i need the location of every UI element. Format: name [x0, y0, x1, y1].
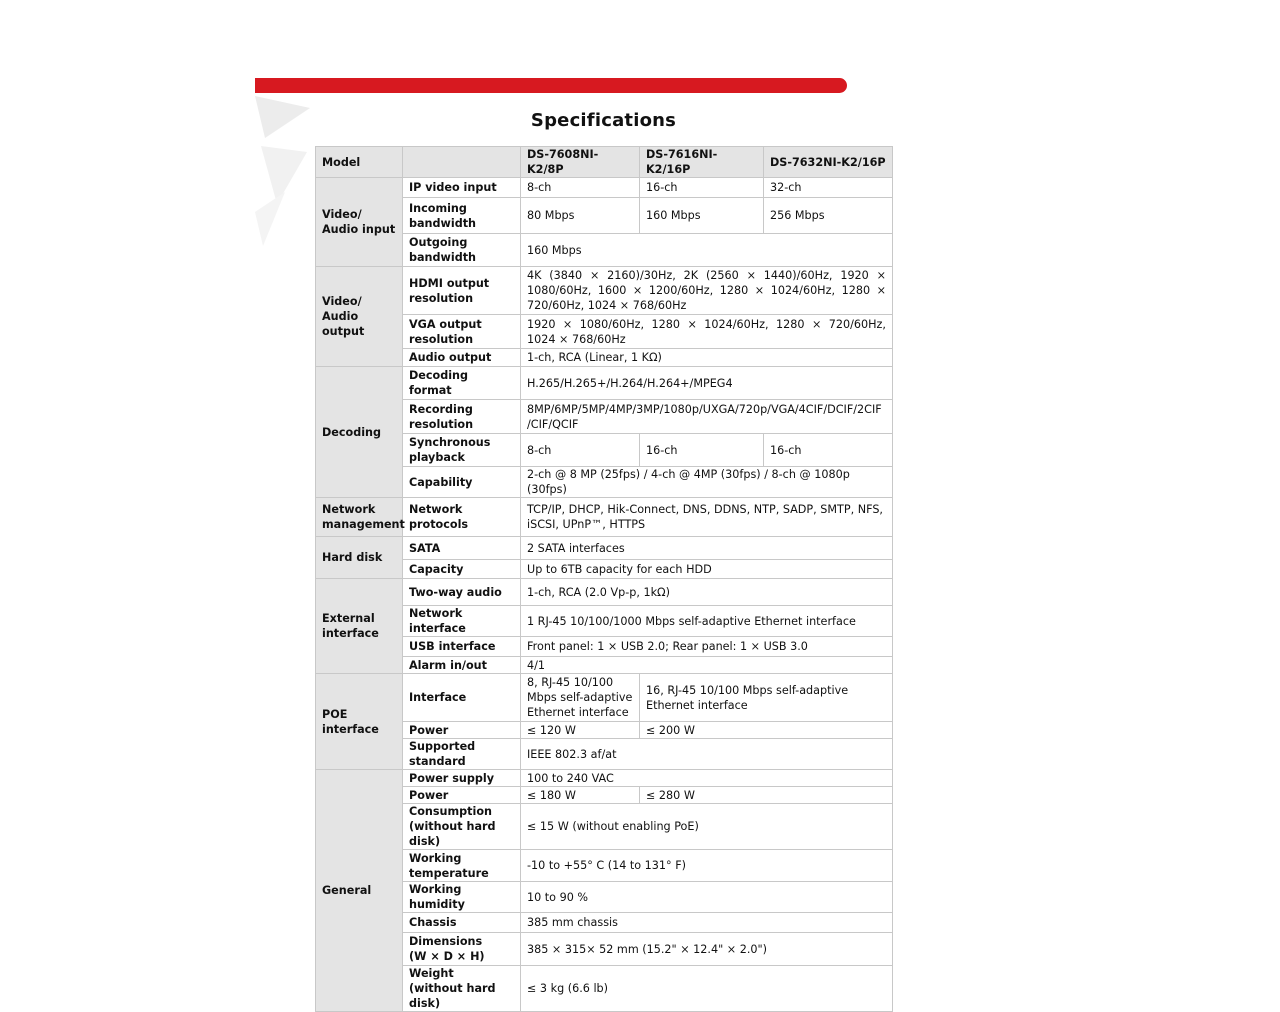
row-label: Power supply [403, 770, 521, 787]
table-row [316, 722, 893, 739]
cell-value: ≤ 200 W [640, 722, 893, 739]
cell-value: 8, RJ-45 10/100 Mbps self-adaptive Ethernet interface [521, 674, 640, 722]
category-video-audio-output: Video/ Audio output [316, 267, 403, 367]
category-poe-interface: POE interface [316, 674, 403, 770]
cell-value: ≤ 15 W (without enabling PoE) [521, 804, 893, 850]
row-label: Outgoing bandwidth [403, 234, 521, 267]
cell-value: ≤ 3 kg (6.6 lb) [521, 966, 893, 1012]
table-row [316, 804, 893, 850]
row-label: Weight (without hard disk) [403, 966, 521, 1012]
row-label: Power [403, 787, 521, 804]
row-label: Recording resolution [403, 400, 521, 434]
table-row [316, 537, 893, 560]
cell-value: 8-ch [521, 434, 640, 467]
cell-value: TCP/IP, DHCP, Hik-Connect, DNS, DDNS, NTP, SADP, SMTP, NFS, iSCSI, UPnP™, HTTPS [521, 498, 893, 537]
table-row [316, 349, 893, 367]
model-8p: DS-7608NI-K2/8P [521, 147, 640, 178]
row-label: Interface [403, 674, 521, 722]
row-label: Network protocols [403, 498, 521, 537]
model-16p: DS-7616NI-K2/16P [640, 147, 764, 178]
cell-value: 385 × 315× 52 mm (15.2" × 12.4" × 2.0") [521, 933, 893, 966]
table-row [316, 787, 893, 804]
cell-value: 256 Mbps [764, 198, 893, 234]
row-label: Two-way audio [403, 579, 521, 606]
cell-value: 10 to 90 % [521, 882, 893, 913]
row-label: Synchronous playback [403, 434, 521, 467]
table-row [316, 933, 893, 966]
row-label: Working humidity [403, 882, 521, 913]
cell-value: 4K (3840 × 2160)/30Hz, 2K (2560 × 1440)/60Hz, 1920 × 1080/60Hz, 1600 × 1200/60Hz, 1280 × 1024/60Hz, 1280 × 720/60Hz, 1024 × 768/60Hz [521, 267, 893, 315]
table-header-row [316, 147, 893, 178]
category-decoding: Decoding [316, 367, 403, 498]
page-title: Specifications [530, 110, 677, 131]
table-row [316, 560, 893, 579]
row-label: HDMI output resolution [403, 267, 521, 315]
table-row [316, 606, 893, 637]
table-row [316, 850, 893, 882]
row-label: USB interface [403, 637, 521, 657]
category-external-interface: External interface [316, 579, 403, 674]
row-label: Incoming bandwidth [403, 198, 521, 234]
header-spacer [403, 147, 521, 178]
cell-value: 100 to 240 VAC [521, 770, 893, 787]
cell-value: 1 RJ-45 10/100/1000 Mbps self-adaptive Ethernet interface [521, 606, 893, 637]
table-row [316, 966, 893, 1012]
model-32p: DS-7632NI-K2/16P [764, 147, 893, 178]
cell-value: 1-ch, RCA (2.0 Vp-p, 1kΩ) [521, 579, 893, 606]
table-row [316, 198, 893, 234]
table-row [316, 367, 893, 400]
cell-value: 8-ch [521, 178, 640, 198]
cell-value: 16-ch [764, 434, 893, 467]
table-row [316, 234, 893, 267]
table-row [316, 579, 893, 606]
category-general: General [316, 770, 403, 1012]
table-row [316, 913, 893, 933]
table-row [316, 739, 893, 770]
specifications-table [315, 146, 893, 1012]
row-label: Dimensions (W × D × H) [403, 933, 521, 966]
decorative-triangles [255, 94, 315, 249]
cell-value: 1920 × 1080/60Hz, 1280 × 1024/60Hz, 1280 × 720/60Hz, 1024 × 768/60Hz [521, 315, 893, 349]
table-row [316, 882, 893, 913]
table-row [316, 674, 893, 722]
row-label: Chassis [403, 913, 521, 933]
cell-value: 2-ch @ 8 MP (25fps) / 4-ch @ 4MP (30fps) / 8-ch @ 1080p (30fps) [521, 467, 893, 498]
row-label: Supported standard [403, 739, 521, 770]
table-row [316, 400, 893, 434]
cell-value: 385 mm chassis [521, 913, 893, 933]
cell-value: 160 Mbps [521, 234, 893, 267]
cell-value: ≤ 180 W [521, 787, 640, 804]
table-row [316, 434, 893, 467]
cell-value: IEEE 802.3 af/at [521, 739, 893, 770]
row-label: Consumption (without hard disk) [403, 804, 521, 850]
cell-value: ≤ 280 W [640, 787, 893, 804]
row-label: Alarm in/out [403, 657, 521, 674]
table-row [316, 467, 893, 498]
cell-value: H.265/H.265+/H.264/H.264+/MPEG4 [521, 367, 893, 400]
row-label: IP video input [403, 178, 521, 198]
cell-value: Up to 6TB capacity for each HDD [521, 560, 893, 579]
cell-value: 16, RJ-45 10/100 Mbps self-adaptive Ethernet interface [640, 674, 893, 722]
table-row [316, 267, 893, 315]
cell-value: 80 Mbps [521, 198, 640, 234]
cell-value: 2 SATA interfaces [521, 537, 893, 560]
row-label: Working temperature [403, 850, 521, 882]
category-hard-disk: Hard disk [316, 537, 403, 579]
cell-value: 32-ch [764, 178, 893, 198]
cell-value: 16-ch [640, 434, 764, 467]
row-label: Capacity [403, 560, 521, 579]
model-label: Model [316, 147, 403, 178]
cell-value: 1-ch, RCA (Linear, 1 KΩ) [521, 349, 893, 367]
cell-value: 8MP/6MP/5MP/4MP/3MP/1080p/UXGA/720p/VGA/4CIF/DCIF/2CIF /CIF/QCIF [521, 400, 893, 434]
cell-value: 4/1 [521, 657, 893, 674]
row-label: VGA output resolution [403, 315, 521, 349]
row-label: Power [403, 722, 521, 739]
category-network-management: Network management [316, 498, 403, 537]
row-label: Audio output [403, 349, 521, 367]
table-row [316, 770, 893, 787]
cell-value: 160 Mbps [640, 198, 764, 234]
table-row [316, 657, 893, 674]
cell-value: Front panel: 1 × USB 2.0; Rear panel: 1 × USB 3.0 [521, 637, 893, 657]
row-label: Network interface [403, 606, 521, 637]
cell-value: 16-ch [640, 178, 764, 198]
row-label: SATA [403, 537, 521, 560]
table-row [316, 315, 893, 349]
row-label: Capability [403, 467, 521, 498]
row-label: Decoding format [403, 367, 521, 400]
cell-value: ≤ 120 W [521, 722, 640, 739]
table-row [316, 498, 893, 537]
brand-header-bar [255, 78, 847, 93]
cell-value: -10 to +55° C (14 to 131° F) [521, 850, 893, 882]
table-row [316, 637, 893, 657]
category-video-audio-input: Video/ Audio input [316, 178, 403, 267]
table-row [316, 178, 893, 198]
